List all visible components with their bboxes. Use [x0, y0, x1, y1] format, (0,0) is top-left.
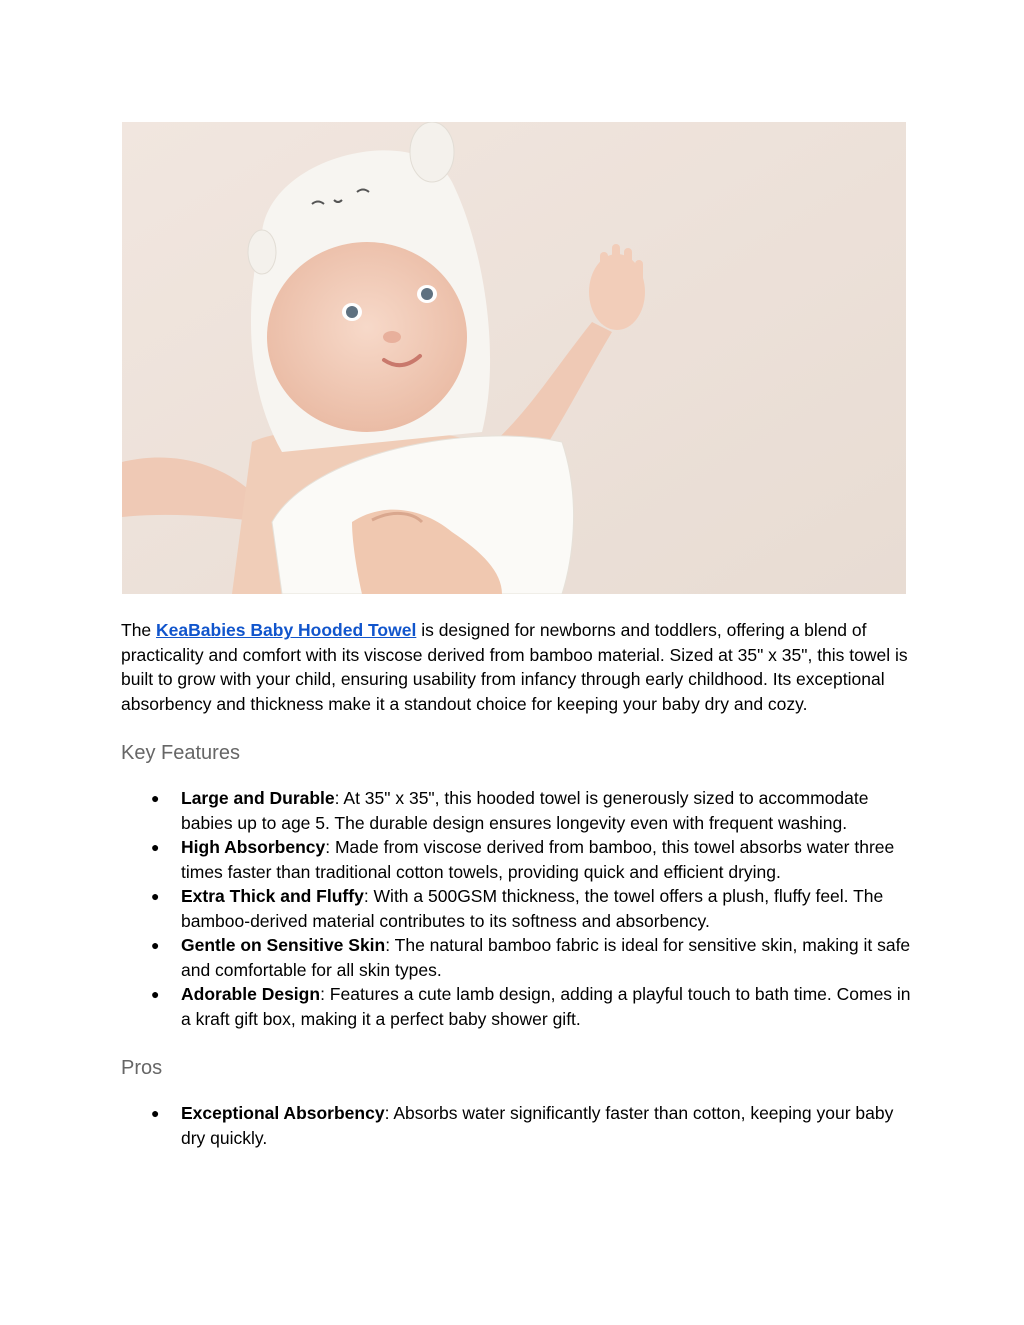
- bullet: ●: [151, 888, 160, 904]
- list-item: [121, 786, 911, 835]
- bullet: ●: [151, 790, 160, 806]
- feature-text: : At 35" x 35", this hooded towel is generously sized to accommodate babies up to age 5. The durable design ensures longevity even with frequent washing.: [181, 788, 869, 833]
- key-features-heading: Key Features: [121, 742, 240, 764]
- feature-text: : Features a cute lamb design, adding a playful touch to bath time. Comes in a kraft gift box, making it a perfect baby shower gift.: [181, 984, 911, 1029]
- intro-lead: The: [121, 620, 157, 640]
- list-item: [121, 884, 911, 933]
- feature-text: : Made from viscose derived from bamboo, this towel absorbs water three times faster than traditional cotton towels, providing quick and efficient drying.: [181, 837, 895, 882]
- bullet: ●: [151, 986, 160, 1002]
- bullet: ●: [151, 937, 160, 953]
- feature-title: Gentle on Sensitive Skin: [181, 935, 386, 955]
- feature-text: : The natural bamboo fabric is ideal for sensitive skin, making it safe and comfortable for all skin types.: [181, 935, 911, 980]
- feature-title: Adorable Design: [181, 984, 321, 1004]
- intro-rest: is designed for newborns and toddlers, offering a blend of practicality and comfort with its viscose derived from bamboo material. Sized at 35" x 35", this towel is built to grow with your child, ensuring usability from infancy through early childhood. Its exceptional absorbency and thickness make it a standout choice for keeping your baby dry and cozy.: [121, 620, 908, 714]
- key-features-list: [121, 786, 911, 1031]
- feature-title: Extra Thick and Fluffy: [181, 886, 364, 906]
- pros-list: [121, 1101, 911, 1150]
- feature-title: High Absorbency: [181, 837, 326, 857]
- list-item: [121, 933, 911, 982]
- pro-text: : Absorbs water significantly faster than cotton, keeping your baby dry quickly.: [181, 1103, 894, 1148]
- list-item: [121, 1101, 911, 1150]
- intro-paragraph: [121, 618, 911, 716]
- baby-towel-illustration: [122, 122, 906, 594]
- product-link[interactable]: KeaBabies Baby Hooded Towel: [156, 620, 417, 640]
- list-item: [121, 982, 911, 1031]
- pro-title: Exceptional Absorbency: [181, 1103, 385, 1123]
- article-body: [121, 618, 911, 1150]
- product-photo: [122, 122, 906, 594]
- list-item: [121, 835, 911, 884]
- feature-title: Large and Durable: [181, 788, 335, 808]
- bullet: ●: [151, 839, 160, 855]
- bullet: ●: [151, 1105, 160, 1121]
- feature-text: : With a 500GSM thickness, the towel offers a plush, fluffy feel. The bamboo-derived material contributes to its softness and absorbency.: [181, 886, 884, 931]
- pros-heading: Pros: [121, 1057, 163, 1079]
